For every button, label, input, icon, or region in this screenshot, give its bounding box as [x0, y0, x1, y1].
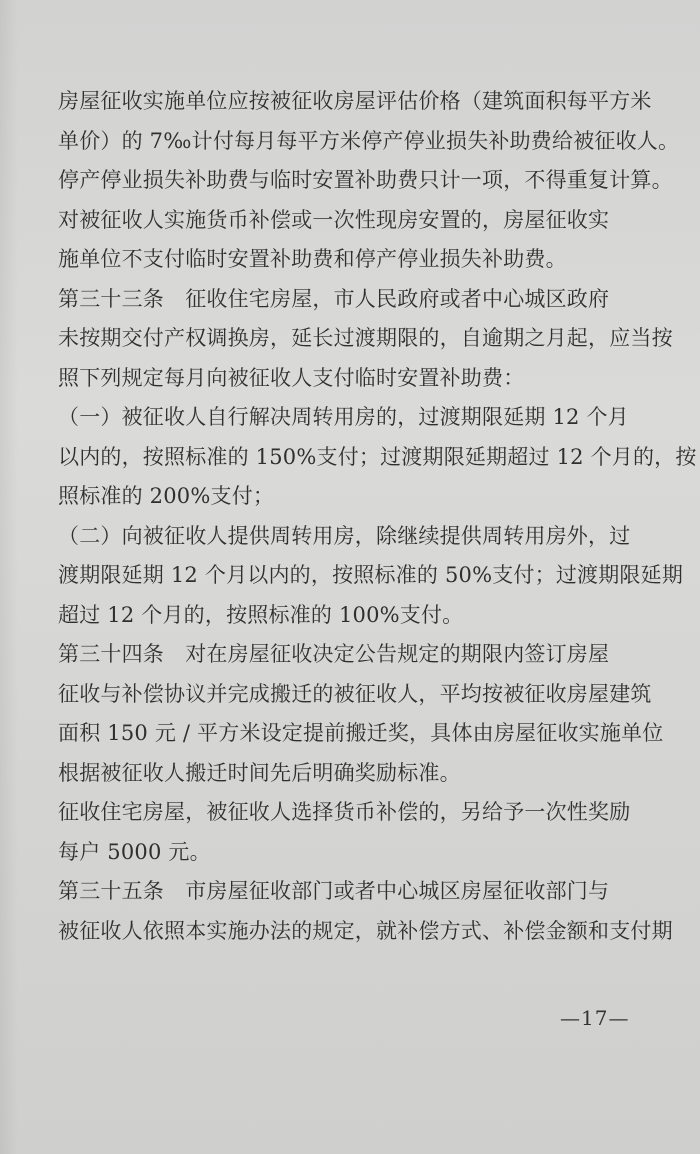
text-line: 渡期限延期 12 个月以内的，按照标准的 50%支付；过渡期限延期 [58, 563, 684, 587]
text-line: 第三十五条 市房屋征收部门或者中心城区房屋征收部门与 [58, 879, 610, 903]
text-line: 面积 150 元 / 平方米设定提前搬迁奖，具体由房屋征收实施单位 [58, 721, 664, 745]
text-line: 被征收人依照本实施办法的规定，就补偿方式、补偿金额和支付期 [58, 918, 673, 943]
text-line: 未按期交付产权调换房，延长过渡期限的，自逾期之月起，应当按 [58, 326, 673, 350]
text-line: 以内的，按照标准的 150%支付；过渡期限延期超过 12 个月的，按 [58, 444, 697, 469]
text-line: 每户 5000 元。 [58, 839, 211, 864]
text-line: 单价）的 7‰计付每月每平方米停产停业损失补助费给被征收人。 [58, 128, 680, 153]
text-line: 第三十三条 征收住宅房屋，市人民政府或者中心城区政府 [58, 286, 610, 311]
text-line: （二）向被征收人提供周转用房，除继续提供周转用房外，过 [58, 523, 631, 548]
page-edge-shadow [0, 0, 18, 1154]
text-line: 对被征收人实施货币补偿或一次性现房安置的，房屋征收实 [58, 207, 610, 232]
text-line: 照下列规定每月向被征收人支付临时安置补助费： [58, 365, 525, 390]
page-number: —17— [560, 1006, 630, 1030]
document-body [58, 82, 697, 951]
text-line: 照标准的 200%支付； [58, 484, 275, 508]
text-line: 第三十四条 对在房屋征收决定公告规定的期限内签订房屋 [58, 642, 610, 666]
text-line: 房屋征收实施单位应按被征收房屋评估价格（建筑面积每平方米 [58, 89, 652, 113]
text-line: 根据被征收人搬迁时间先后明确奖励标准。 [58, 760, 461, 785]
text-line: 征收与补偿协议并完成搬迁的被征收人，平均按被征收房屋建筑 [58, 681, 652, 706]
text-line: 征收住宅房屋，被征收人选择货币补偿的，另给予一次性奖励 [58, 800, 631, 824]
text-line: 施单位不支付临时安置补助费和停产停业损失补助费。 [58, 247, 567, 271]
text-line: （一）被征收人自行解决周转用房的，过渡期限延期 12 个月 [58, 405, 629, 429]
text-line: 停产停业损失补助费与临时安置补助费只计一项，不得重复计算。 [58, 168, 673, 192]
text-line: 超过 12 个月的，按照标准的 100%支付。 [58, 602, 464, 627]
